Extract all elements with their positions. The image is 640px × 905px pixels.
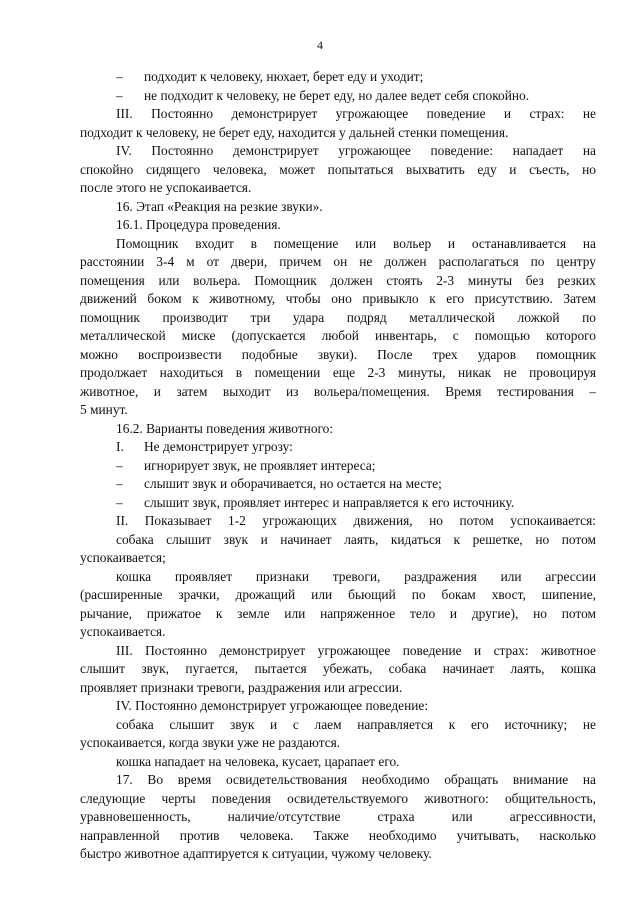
document-body: [80, 68, 596, 864]
text-line: помощник производит три удара подряд металлической ложкой по: [80, 309, 596, 325]
text-line: успокаивается.: [80, 624, 166, 639]
text-line: проявляет признаки тревоги, раздражения или агрессии.: [80, 679, 403, 695]
text-line: после этого не успокаивается.: [80, 180, 252, 195]
list-item-text: слышит звук и оборачивается, но остается на месте;: [144, 476, 442, 491]
list-item: [80, 457, 596, 476]
list-item: [80, 494, 596, 513]
text-line: Помощник входит в помещение или вольер и останавливается на: [116, 235, 596, 251]
list-marker: I.: [116, 439, 124, 454]
list-item: [80, 438, 596, 457]
list-item-text: слышит звук, проявляет интерес и направляется к его источнику.: [144, 494, 515, 510]
page-number: 4: [317, 38, 323, 52]
text-line: рычание, прижатое к земле или напряженное тело и другие), но потом: [80, 605, 596, 621]
text-line: 5 минут.: [80, 402, 128, 417]
text-line: IV. Постоянно демонстрирует угрожающее поведение: нападает на: [116, 143, 596, 158]
text-line: III. Постоянно демонстрирует угрожающее поведение и страх: животное: [116, 642, 596, 658]
list-item-text: подходит к человеку, нюхает, берет еду и уходит;: [144, 69, 424, 84]
text-line: быстро животное адаптируется к ситуации, чужому человеку.: [80, 846, 432, 861]
text-line: IV. Постоянно демонстрирует угрожающее поведение:: [116, 698, 429, 713]
text-line: 16.2. Варианты поведения животного:: [116, 420, 334, 436]
list-marker: –: [116, 69, 123, 84]
text-line: 16. Этап «Реакция на резкие звуки».: [116, 198, 323, 214]
list-item-text: не подходит к человеку, не берет еду, но далее ведет себя спокойно.: [144, 87, 530, 103]
text-line: уравновешенность, наличие/отсутствие страха или агрессивности,: [80, 809, 596, 824]
text-line: 16.1. Процедура проведения.: [116, 217, 281, 232]
text-line: направленной против человека. Также необходимо учитывать, насколько: [80, 827, 596, 843]
list-item-text: игнорирует звук, не проявляет интереса;: [144, 457, 376, 473]
text-line: движений боком к животному, чтобы оно привыкло к его присутствию. Затем: [80, 291, 596, 306]
list-marker: –: [116, 87, 123, 103]
text-line: металлической миске (допускается любой инвентарь, с помощью которого: [80, 328, 596, 343]
list-item-text: Не демонстрирует угрозу:: [144, 439, 293, 454]
text-line: III. Постоянно демонстрирует угрожающее поведение и страх: не: [116, 106, 596, 121]
text-line: следующие черты поведения освидетельствуемого животного: общительность,: [80, 790, 596, 806]
text-line: успокаивается, когда звуки уже не раздаются.: [80, 735, 341, 750]
text-line: можно воспроизвести подобные звуки). После трех ударов помощник: [80, 346, 596, 362]
list-marker: –: [116, 457, 123, 473]
text-line: кошка проявляет признаки тревоги, раздражения или агрессии: [116, 568, 596, 584]
list-item: [80, 87, 596, 106]
text-line: спокойно сидящего человека, может попытаться выхватить еду и съесть, но: [80, 161, 596, 177]
text-line: II. Показывает 1-2 угрожающих движения, но потом успокаивается:: [116, 513, 596, 528]
text-line: успокаивается;: [80, 550, 166, 565]
text-line: кошка нападает на человека, кусает, царапает его.: [116, 753, 400, 769]
text-line: собака слышит звук и с лаем направляется к его источнику; не: [116, 716, 596, 732]
text-line: расстоянии 3-4 м от двери, причем он не должен располагаться по центру: [80, 254, 596, 269]
list-marker: –: [116, 476, 123, 491]
list-item: [80, 68, 596, 87]
list-marker: –: [116, 494, 123, 510]
text-line: слышит звук, пугается, пытается убежать, собака начинает лаять, кошка: [80, 661, 596, 676]
text-line: подходит к человеку, не берет еду, находится у дальней стенки помещения.: [80, 124, 509, 140]
text-line: животное, и затем выходит из вольера/помещения. Время тестирования –: [80, 383, 596, 399]
text-line: (расширенные зрачки, дрожащий или бьющий по бокам хвост, шипение,: [80, 587, 596, 602]
text-line: помещения или вольера. Помощник должен стоять 2-3 минуты без резких: [80, 272, 596, 288]
text-line: собака слышит звук и начинает лаять, кидаться к решетке, но потом: [116, 531, 596, 547]
list-item: [80, 475, 596, 494]
text-line: продолжает находиться в помещении еще 2-3 минуты, никак не провоцируя: [80, 365, 596, 380]
text-line: 17. Во время освидетельствования необходимо обращать внимание на: [116, 772, 596, 787]
